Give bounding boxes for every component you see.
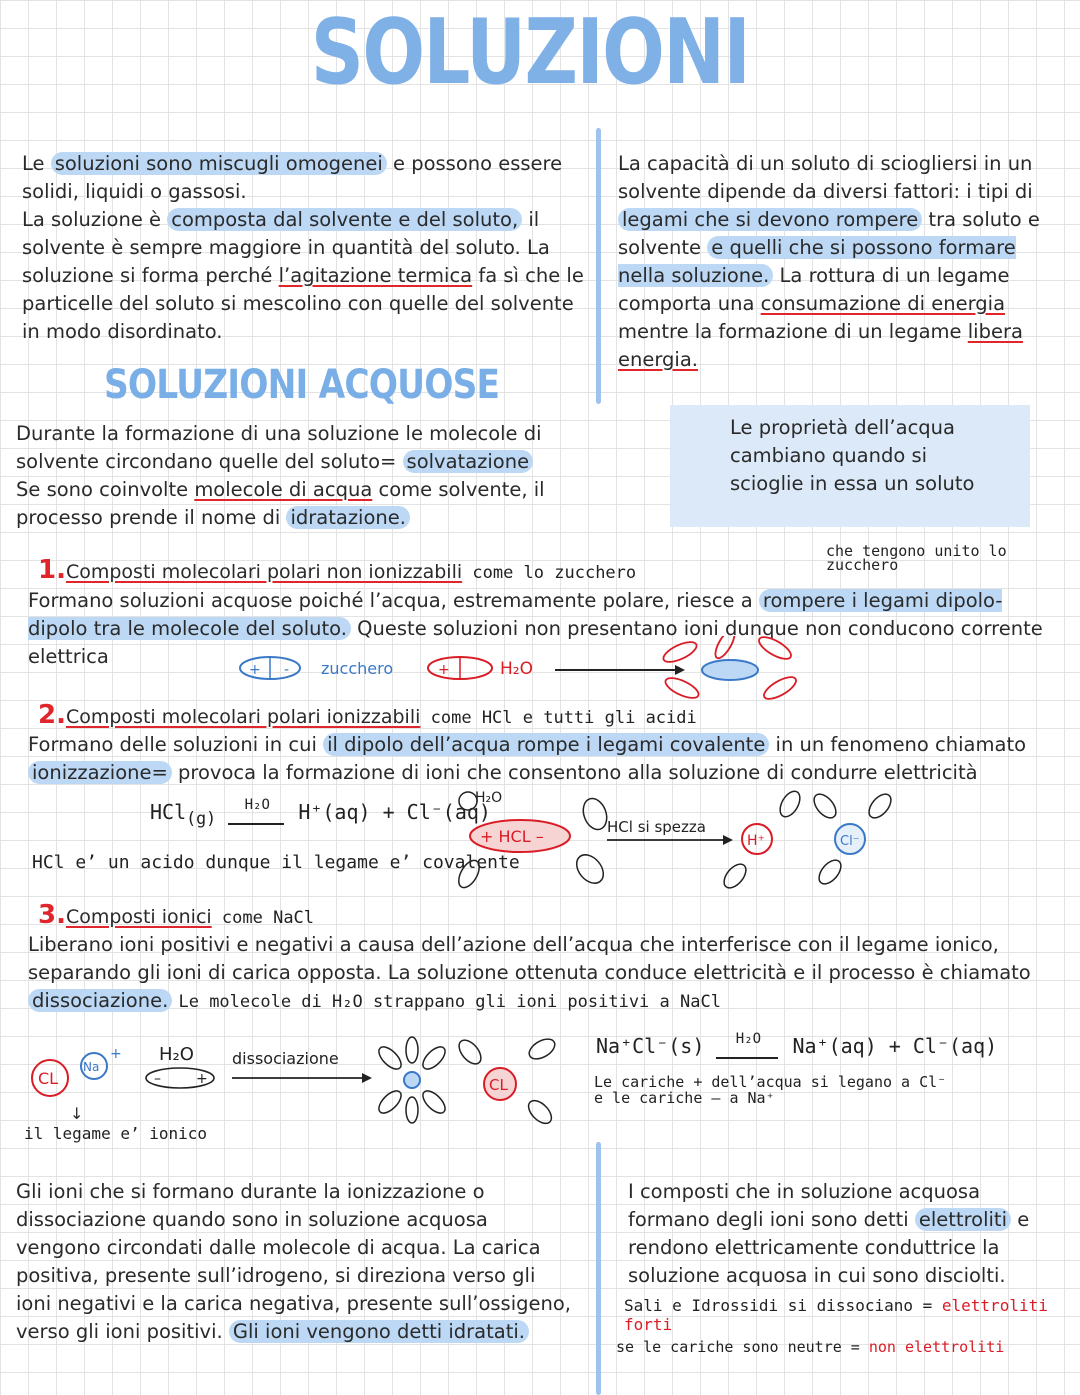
- svg-text:+: +: [196, 1071, 208, 1087]
- page-title: SOLUZIONI: [310, 0, 750, 105]
- svg-text:–: –: [154, 1071, 161, 1087]
- legame-arrow: ↓: [70, 1104, 84, 1123]
- svg-text:+: +: [249, 662, 261, 678]
- water-molecule: [428, 657, 492, 679]
- section1-diagram: [235, 636, 815, 706]
- hydrated-sodium: [375, 1037, 449, 1123]
- svg-text:CL: CL: [489, 1076, 508, 1094]
- section-subtitle: SOLUZIONI ACQUOSE: [104, 362, 500, 408]
- svg-text:+: +: [438, 662, 450, 678]
- note-box-text: Le proprietà dell’acqua cambiano quando si scioglie in essa un soluto: [730, 416, 975, 495]
- svg-text:H⁺: H⁺: [747, 833, 765, 849]
- bottom-right-text: I composti che in soluzione acquosa formano degli ioni sono detti elettroliti e rendono elettricamente conduttrice la soluzione acquosa in cui sono disciolti.: [628, 1180, 1030, 1287]
- svg-text:-: -: [284, 662, 290, 678]
- label-hcl: + HCL –: [480, 827, 544, 846]
- svg-text:CL: CL: [38, 1069, 59, 1088]
- svg-text:Cl⁻: Cl⁻: [840, 834, 860, 849]
- intro-right: La capacità di un soluto di sciogliersi in un solvente dipende da diversi fattori: i tipi di legami che si devono rompere tra soluto e solvente e quelli che si possono formare nella soluzione. La rottura di un legame comporta una consumazione di energia mentre la formazione di un legame libera energia.: [618, 152, 1040, 371]
- svg-text:H₂O: H₂O: [159, 1044, 194, 1065]
- acquose-text: Durante la formazione di una soluzione le molecole di solvente circondano quelle del soluto= solvatazione Se sono coinvolte molecole di acqua come solvente, il processo prende il nome di idratazione.: [16, 422, 545, 529]
- section3-heading: 3.Composti ionici come NaCl: [38, 900, 315, 930]
- sugar-molecule: [240, 657, 300, 679]
- divider-bottom: [596, 1142, 601, 1395]
- divider-top: [596, 128, 601, 404]
- svg-text:Na: Na: [83, 1060, 100, 1074]
- bottom-right-hand2: se le cariche sono neutre = non elettroliti: [616, 1338, 1005, 1356]
- section1-heading: 1.Composti molecolari polari non ionizzabili come lo zucchero: [38, 555, 637, 585]
- hydrated-chloride: [455, 1035, 558, 1127]
- section2-heading: 2.Composti molecolari polari ionizzabili come HCl e tutti gli acidi: [38, 700, 697, 730]
- section3-text: Liberano ioni positivi e negativi a causa dell’azione dell’acqua che interferisce con il legame ionico, separando gli ioni di carica opposta. La soluzione ottenuta conduce elettricità e il processo è chiamato dissociazione. Le molecole di H₂O strappano gli ioni positivi a NaCl: [28, 933, 1031, 1012]
- label-water: H₂O: [475, 790, 503, 806]
- section1-side-note: che tengono unito lo zucchero: [826, 542, 1007, 574]
- bottom-right-hand1: Sali e Idrossidi si dissociano = elettroliti forti: [624, 1296, 1048, 1334]
- legame-note: il legame e’ ionico: [24, 1124, 208, 1143]
- label-breaks: HCl si spezza: [607, 818, 706, 836]
- intro-left: Le soluzioni sono miscugli omogenei e possono essere solidi, liquidi o gassosi. La soluzione è composta dal solvente e del soluto, il solvente è sempre maggiore in quantità del soluto. La soluzione si forma perché l’agitazione termica fa sì che le particelle del soluto si mescolino con quelle del solvente in modo disordinato.: [22, 152, 584, 343]
- charges-note: Le cariche + dell’acqua si legano a Cl⁻ e le cariche – a Na⁺: [594, 1073, 947, 1107]
- section2-diagram: [445, 784, 915, 894]
- section3-equation: Na⁺Cl⁻(s) H₂O Na⁺(aq) + Cl⁻(aq): [596, 1031, 998, 1058]
- section1-text: Formano soluzioni acquose poiché l’acqua, estremamente polare, riesce a rompere i legami dipolo-dipolo tra le molecole del soluto. Queste soluzioni non presentano ioni dunque non conducono corrente elettrica: [28, 589, 1043, 668]
- svg-text:dissociazione: dissociazione: [232, 1049, 339, 1068]
- svg-text:+: +: [110, 1046, 122, 1062]
- bottom-left-text: Gli ioni che si formano durante la ionizzazione o dissociazione quando sono in soluzione acquosa vengono circondati dalle molecole di acqua. La carica positiva, presente sull’idrogeno, si direziona verso gli ioni negativi e la carica negativa, presente sull’ossigeno, verso gli ioni positivi. Gli ioni vengono detti idratati.: [16, 1180, 571, 1343]
- label-zucchero: zucchero: [321, 659, 394, 678]
- section2-equation: HCl$_{(g)}$ H₂O H⁺(aq) + Cl⁻(aq): [150, 797, 491, 828]
- section2-text: Formano delle soluzioni in cui il dipolo dell’acqua rompe i legami covalente in un fenomeno chiamato ionizzazione= provoca la formazione di ioni che consentono alla soluzione di condurre elettricità: [28, 733, 1027, 784]
- label-h2o: H₂O: [500, 659, 533, 679]
- section2-note: HCl e’ un acido dunque il legame e’ covalente: [32, 852, 520, 873]
